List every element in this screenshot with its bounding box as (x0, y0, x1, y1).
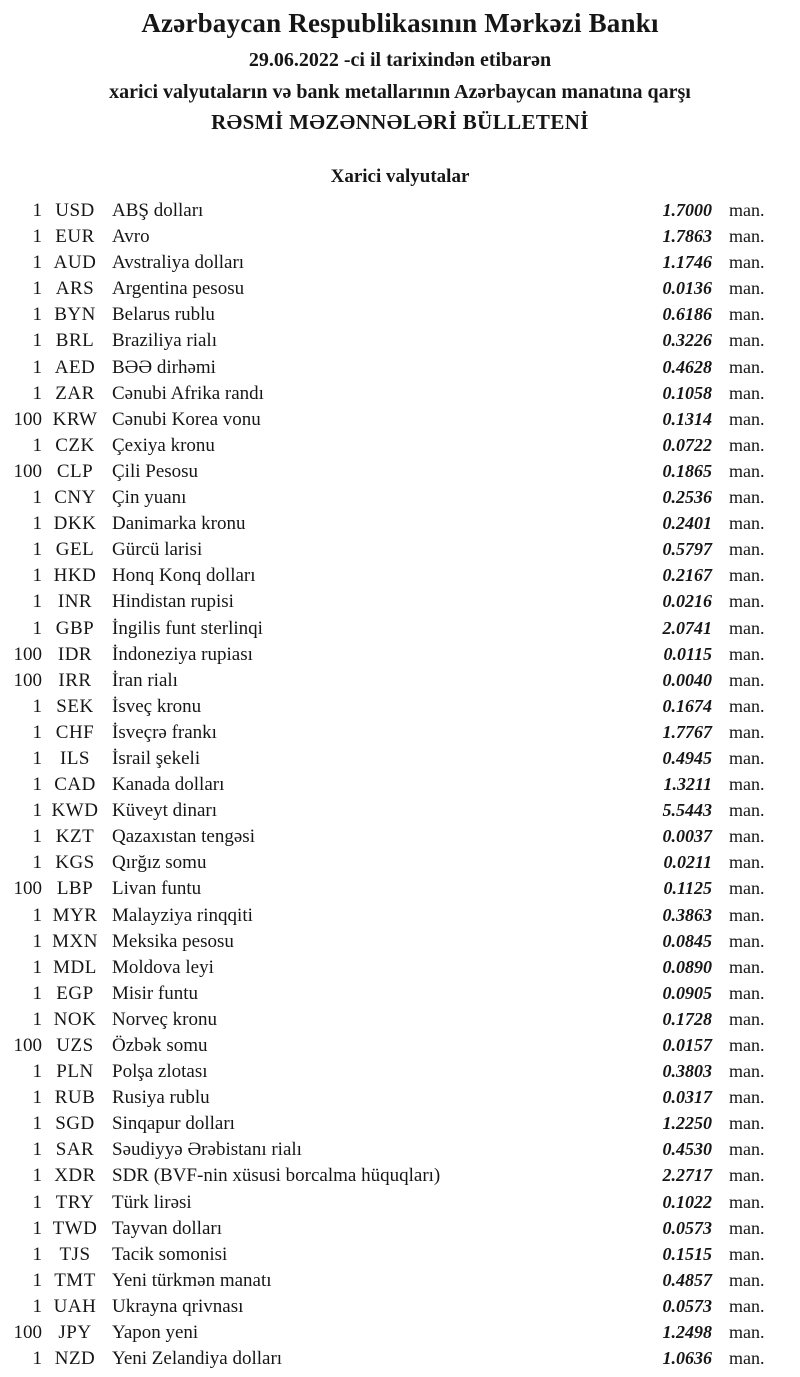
quantity-value: 1 (32, 826, 42, 848)
rate-row (0, 301, 800, 327)
rate-value: 0.3863 (662, 904, 712, 925)
rate-row (0, 327, 800, 353)
rate-row (0, 432, 800, 458)
rate-row (0, 719, 800, 745)
rate-value: 2.0741 (662, 617, 712, 638)
quantity-value: 1 (32, 747, 42, 769)
rate-value: 0.0040 (662, 669, 712, 690)
rate-value: 1.7767 (662, 721, 712, 742)
rate-value: 0.0136 (662, 278, 712, 299)
rate-row (0, 849, 800, 875)
unit-label: man. (729, 565, 765, 586)
unit-label: man. (729, 695, 765, 716)
unit-label: man. (729, 930, 765, 951)
quantity-value: 1 (32, 304, 42, 326)
currency-code: MYR (52, 904, 98, 926)
currency-name: Argentina pesosu (112, 278, 245, 300)
unit-label: man. (729, 1269, 765, 1290)
currency-name: İran rialı (112, 669, 178, 691)
rate-row (0, 197, 800, 223)
unit-label: man. (729, 539, 765, 560)
rate-row (0, 980, 800, 1006)
quantity-value: 1 (32, 1348, 42, 1370)
rate-row (0, 1136, 800, 1162)
unit-label: man. (729, 1348, 765, 1369)
rate-value: 0.0317 (662, 1087, 712, 1108)
currency-name: İngilis funt sterlinqi (112, 617, 263, 639)
rate-row (0, 354, 800, 380)
currency-code: CHF (55, 721, 95, 743)
unit-label: man. (729, 382, 765, 403)
currency-code: ILS (60, 747, 90, 769)
bulletin-title: RƏSMİ MƏZƏNNƏLƏRİ BÜLLETENİ (211, 110, 589, 134)
rate-value: 0.0157 (662, 1035, 712, 1055)
currency-code: MXN (52, 930, 98, 952)
currency-code: MDL (53, 956, 97, 978)
unit-label: man. (729, 1061, 765, 1082)
unit-label: man. (729, 800, 765, 821)
unit-label: man. (729, 1191, 765, 1212)
rate-value: 0.1515 (662, 1243, 712, 1264)
currency-name: Çili Pesosu (112, 460, 199, 482)
rate-value: 1.3211 (663, 774, 712, 795)
quantity-value: 1 (32, 356, 42, 378)
currency-name: Qırğız somu (112, 852, 207, 874)
currency-code: AED (54, 356, 96, 378)
quantity-value: 1 (32, 565, 42, 587)
currency-name: Malayziya rinqqiti (112, 904, 253, 926)
quantity-value: 1 (32, 617, 42, 639)
rate-row (0, 771, 800, 797)
currency-name: SDR (BVF-nin xüsusi borcalma hüquqları) (112, 1165, 441, 1187)
quantity-value: 1 (32, 904, 42, 926)
quantity-value: 1 (32, 1191, 42, 1213)
currency-name: Hindistan rupisi (112, 591, 234, 613)
currency-name: Ukrayna qrivnası (112, 1295, 244, 1317)
currency-code: KRW (52, 408, 98, 430)
rate-value: 0.4530 (662, 1139, 712, 1160)
rate-row (0, 1215, 800, 1241)
currency-name: Cənubi Korea vonu (112, 408, 261, 430)
unit-label: man. (729, 643, 765, 664)
quantity-value: 1 (32, 1113, 42, 1135)
unit-label: man. (729, 852, 765, 873)
unit-label: man. (729, 1217, 765, 1238)
rate-value: 0.1022 (662, 1191, 712, 1212)
rate-row (0, 484, 800, 510)
unit-label: man. (729, 513, 765, 534)
quantity-value: 1 (32, 1087, 42, 1109)
currency-name: Türk lirəsi (112, 1191, 192, 1213)
rate-value: 0.0722 (662, 434, 712, 455)
unit-label: man. (729, 252, 765, 273)
quantity-value: 1 (32, 226, 42, 248)
exchange-rate-table (0, 197, 800, 1371)
rate-value: 0.0037 (662, 826, 712, 847)
currency-name: Yeni türkmən manatı (112, 1269, 272, 1291)
currency-code: PLN (56, 1061, 94, 1083)
quantity-value: 1 (32, 539, 42, 561)
rate-value: 0.0890 (662, 956, 712, 977)
quantity-value: 100 (13, 669, 42, 691)
unit-label: man. (729, 434, 765, 455)
currency-code: BYN (54, 304, 96, 326)
rate-value: 0.1125 (663, 878, 712, 899)
rate-value: 0.4857 (662, 1269, 712, 1290)
unit-label: man. (729, 487, 765, 508)
rate-row (0, 928, 800, 954)
unit-label: man. (729, 956, 765, 977)
rate-row (0, 1267, 800, 1293)
currency-code: SEK (56, 695, 94, 717)
unit-label: man. (729, 408, 765, 429)
currency-name: Polşa zlotası (112, 1061, 208, 1083)
unit-label: man. (729, 826, 765, 847)
unit-label: man. (729, 330, 765, 351)
unit-label: man. (729, 1113, 765, 1134)
unit-label: man. (729, 774, 765, 795)
rate-row (0, 1006, 800, 1032)
section-title-foreign-currencies: Xarici valyutalar (330, 166, 470, 187)
currency-code: GBP (55, 617, 95, 639)
unit-label: man. (729, 591, 765, 612)
quantity-value: 1 (32, 1295, 42, 1317)
quantity-value: 1 (32, 1061, 42, 1083)
currency-name: Səudiyyə Ərəbistanı rialı (112, 1139, 302, 1161)
rate-row (0, 562, 800, 588)
currency-code: IRR (58, 669, 92, 691)
quantity-value: 1 (32, 930, 42, 952)
currency-code: SGD (55, 1113, 95, 1135)
currency-code: UAH (53, 1295, 97, 1317)
rate-row (0, 1189, 800, 1215)
rate-value: 0.5797 (662, 539, 712, 560)
quantity-value: 1 (32, 513, 42, 535)
rate-row (0, 1319, 800, 1345)
currency-code: LBP (56, 878, 94, 900)
currency-name: Braziliya rialı (112, 330, 217, 352)
rate-value: 0.2167 (662, 565, 712, 586)
currency-name: Avstraliya dolları (112, 252, 245, 274)
rate-value: 0.1674 (662, 695, 712, 716)
currency-name: Özbək somu (112, 1035, 208, 1056)
currency-code: ARS (55, 278, 95, 300)
quantity-value: 100 (13, 1035, 42, 1056)
rate-value: 0.1865 (662, 460, 712, 481)
rate-row (0, 615, 800, 641)
effective-date-line: 29.06.2022 -ci il tarixindən etibarən (248, 49, 552, 71)
currency-name: Yeni Zelandiya dolları (112, 1348, 283, 1370)
rate-row (0, 249, 800, 275)
rate-row (0, 954, 800, 980)
currency-code: TRY (55, 1191, 95, 1213)
rate-row (0, 1293, 800, 1319)
rate-row (0, 1110, 800, 1136)
currency-code: CLP (56, 460, 94, 482)
rate-row (0, 1162, 800, 1188)
rate-row (0, 275, 800, 301)
currency-name: Kanada dolları (112, 774, 225, 796)
quantity-value: 1 (32, 278, 42, 300)
currency-name: Çin yuanı (112, 487, 187, 509)
currency-name: Moldova leyi (112, 956, 214, 978)
quantity-value: 1 (32, 382, 42, 404)
rate-value: 0.1728 (662, 1008, 712, 1029)
rate-row (0, 1241, 800, 1267)
quantity-value: 1 (32, 852, 42, 874)
currency-name: Cənubi Afrika randı (112, 382, 264, 404)
unit-label: man. (729, 747, 765, 768)
rate-value: 1.7000 (662, 200, 712, 220)
quantity-value: 1 (32, 252, 42, 274)
rate-value: 0.1314 (662, 408, 712, 429)
currency-code: EUR (55, 226, 95, 248)
currency-code: CAD (54, 774, 96, 796)
rate-row (0, 588, 800, 614)
currency-name: BƏƏ dirhəmi (112, 356, 216, 378)
rate-row (0, 223, 800, 249)
currency-name: İndoneziya rupiası (112, 643, 253, 665)
unit-label: man. (729, 878, 765, 899)
unit-label: man. (729, 1295, 765, 1316)
currency-name: Çexiya kronu (112, 434, 215, 456)
currency-code: BRL (55, 330, 95, 352)
currency-name: Danimarka kronu (112, 513, 246, 535)
currency-code: KGS (55, 852, 95, 874)
rate-value: 1.7863 (662, 226, 712, 247)
quantity-value: 1 (32, 1217, 42, 1239)
quantity-value: 100 (13, 408, 42, 430)
quantity-value: 100 (13, 1322, 42, 1344)
unit-label: man. (729, 617, 765, 638)
currency-name: Norveç kronu (112, 1008, 217, 1030)
rate-value: 0.0573 (662, 1295, 712, 1316)
quantity-value: 1 (32, 1008, 42, 1030)
currency-code: EGP (56, 982, 94, 1004)
rate-value: 1.2498 (662, 1322, 712, 1343)
currency-code: ZAR (55, 382, 95, 404)
quantity-value: 1 (32, 434, 42, 456)
rate-value: 0.2536 (662, 487, 712, 508)
currency-name: Livan funtu (112, 878, 202, 900)
currency-code: KWD (51, 800, 99, 822)
quantity-value: 100 (13, 460, 42, 482)
quantity-value: 1 (32, 200, 42, 221)
rate-value: 0.1058 (662, 382, 712, 403)
currency-name: Honq Konq dolları (112, 565, 256, 587)
rate-row (0, 875, 800, 901)
quantity-value: 1 (32, 695, 42, 717)
currency-code: UZS (56, 1035, 94, 1056)
currency-code: AUD (53, 252, 97, 274)
currency-name: Misir funtu (112, 982, 199, 1004)
rate-row (0, 510, 800, 536)
currency-code: TJS (59, 1243, 91, 1265)
currency-code: TWD (52, 1217, 98, 1239)
currency-name: İsveçrə frankı (112, 721, 217, 743)
rate-value: 0.0115 (663, 643, 712, 664)
rate-value: 0.0216 (662, 591, 712, 612)
rate-value: 0.0211 (663, 852, 712, 873)
currency-code: CZK (55, 434, 95, 456)
unit-label: man. (729, 1087, 765, 1108)
currency-code: JPY (58, 1322, 92, 1344)
rate-value: 0.3803 (662, 1061, 712, 1082)
quantity-value: 1 (32, 774, 42, 796)
rate-value: 0.4628 (662, 356, 712, 377)
rate-row (0, 667, 800, 693)
currency-name: Meksika pesosu (112, 930, 234, 952)
rate-value: 0.3226 (662, 330, 712, 351)
currency-name: Küveyt dinarı (112, 800, 218, 822)
rate-row (0, 693, 800, 719)
unit-label: man. (729, 278, 765, 299)
rate-row (0, 1058, 800, 1084)
quantity-value: 100 (13, 643, 42, 665)
currency-code: INR (57, 591, 93, 613)
currency-name: Gürcü larisi (112, 539, 203, 561)
currency-code: SAR (55, 1139, 95, 1161)
unit-label: man. (729, 460, 765, 481)
rate-value: 2.2717 (662, 1165, 712, 1186)
quantity-value: 1 (32, 1243, 42, 1265)
currency-code: USD (55, 200, 95, 221)
currency-code: DKK (53, 513, 97, 535)
rate-row (0, 902, 800, 928)
bulletin-header (0, 6, 800, 135)
rate-row (0, 641, 800, 667)
rate-row (0, 1084, 800, 1110)
currency-name: Sinqapur dolları (112, 1113, 235, 1135)
rate-value: 1.0636 (662, 1348, 712, 1369)
quantity-value: 1 (32, 591, 42, 613)
currency-name: İsveç kronu (112, 695, 202, 717)
quantity-value: 1 (32, 330, 42, 352)
currency-name: ABŞ dolları (112, 200, 204, 221)
rate-row (0, 745, 800, 771)
quantity-value: 1 (32, 1165, 42, 1187)
rate-value: 0.6186 (662, 304, 712, 325)
rate-row (0, 536, 800, 562)
quantity-value: 1 (32, 800, 42, 822)
currency-name: Rusiya rublu (112, 1087, 210, 1109)
unit-label: man. (729, 1139, 765, 1160)
quantity-value: 1 (32, 1139, 42, 1161)
unit-label: man. (729, 200, 765, 220)
quantity-value: 1 (32, 487, 42, 509)
currency-code: TMT (54, 1269, 96, 1291)
currency-code: KZT (55, 826, 95, 848)
rate-row (0, 1032, 800, 1058)
rate-value: 5.5443 (662, 800, 712, 821)
unit-label: man. (729, 304, 765, 325)
quantity-value: 1 (32, 956, 42, 978)
rate-value: 0.0573 (662, 1217, 712, 1238)
rate-value: 0.4945 (662, 747, 712, 768)
rate-row (0, 380, 800, 406)
currency-name: Belarus rublu (112, 304, 215, 326)
rate-row (0, 1345, 800, 1371)
currency-code: XDR (54, 1165, 96, 1187)
rate-value: 1.1746 (662, 252, 712, 273)
rate-row (0, 823, 800, 849)
unit-label: man. (729, 356, 765, 377)
quantity-value: 1 (32, 982, 42, 1004)
quantity-value: 1 (32, 1269, 42, 1291)
unit-label: man. (729, 669, 765, 690)
unit-label: man. (729, 982, 765, 1003)
quantity-value: 1 (32, 721, 42, 743)
currency-name: İsrail şekeli (112, 747, 201, 769)
unit-label: man. (729, 226, 765, 247)
currency-name: Tayvan dolları (112, 1217, 222, 1239)
currency-name: Tacik somonisi (112, 1243, 228, 1265)
currency-name: Qazaxıstan tengəsi (112, 826, 255, 848)
unit-label: man. (729, 1165, 765, 1186)
unit-label: man. (729, 721, 765, 742)
currency-code: CNY (54, 487, 96, 509)
unit-label: man. (729, 1322, 765, 1343)
rate-row (0, 406, 800, 432)
currency-name: Avro (112, 226, 150, 248)
rate-row (0, 458, 800, 484)
rate-value: 0.0845 (662, 930, 712, 951)
currency-code: RUB (54, 1087, 96, 1109)
quantity-value: 100 (13, 878, 42, 900)
rate-value: 0.2401 (662, 513, 712, 534)
currency-code: NZD (54, 1348, 96, 1370)
bank-title: Azərbaycan Respublikasının Mərkəzi Bankı (141, 8, 659, 38)
currency-name: Yapon yeni (112, 1322, 199, 1344)
unit-label: man. (729, 1035, 765, 1055)
rate-value: 1.2250 (662, 1113, 712, 1134)
bulletin-subtitle: xarici valyutaların və bank metallarının Azərbaycan manatına qarşı (109, 81, 691, 103)
unit-label: man. (729, 1008, 765, 1029)
unit-label: man. (729, 1243, 765, 1264)
currency-code: GEL (55, 539, 95, 561)
currency-code: IDR (57, 643, 93, 665)
rate-value: 0.0905 (662, 982, 712, 1003)
unit-label: man. (729, 904, 765, 925)
currency-code: HKD (53, 565, 97, 587)
currency-code: NOK (53, 1008, 97, 1030)
rate-row (0, 797, 800, 823)
